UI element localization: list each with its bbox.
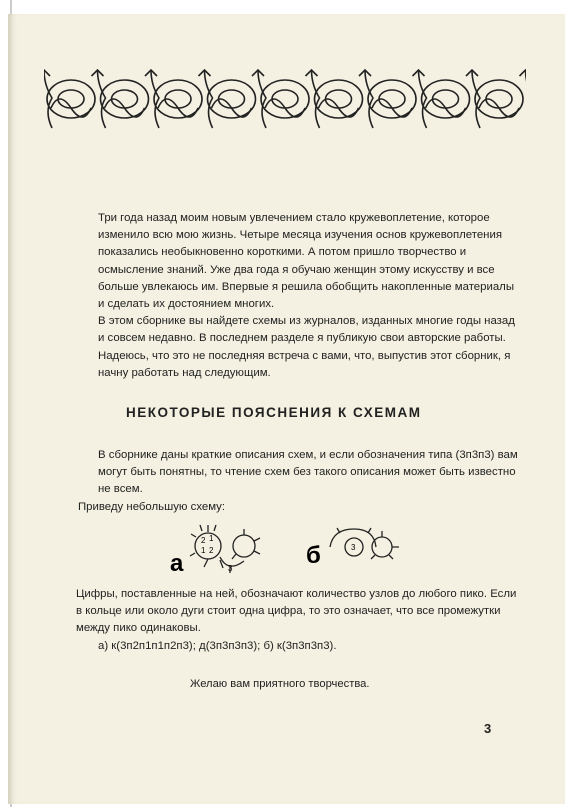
ornament-loop xyxy=(205,70,213,128)
intro-paragraph-2: В этом сборнике вы найдете схемы из журналов, изданных многие годы назад и совсем недавно. В последнем разделе я публикую свои авторские работы. xyxy=(98,315,515,345)
explain-text xyxy=(76,447,522,516)
ornament-loop xyxy=(419,70,427,128)
ornament-loop xyxy=(258,70,266,128)
ornament-loop xyxy=(151,70,159,128)
ring-a-count-3: 1 xyxy=(201,546,206,555)
ring-a-count-4: 2 xyxy=(209,546,214,555)
lace-ornament-border xyxy=(44,68,526,130)
diagram-b xyxy=(330,528,399,559)
ornament-loop xyxy=(365,70,373,128)
diagram-label-a: а xyxy=(170,550,184,577)
explain-paragraph-2: Приведу небольшую схему: xyxy=(78,500,226,513)
numbers-paragraph: Цифры, поставленные на ней, обозначают количество узлов до любого пико. Если в кольце или около дуги стоит одна цифра, то это означает, что все промежутки между пико одинаковы. xyxy=(76,588,517,635)
ornament-loop xyxy=(44,70,52,128)
arc-a-count: 3 xyxy=(228,564,233,573)
intro-paragraph-3: Надеюсь, что это не последняя встреча с вами, что, выпустив этот сборник, я начну работать над следующим. xyxy=(98,349,511,379)
page-number: 3 xyxy=(484,721,492,736)
ring-a-count-2: 1 xyxy=(209,534,214,543)
ring-b-count: 3 xyxy=(351,543,356,552)
diagram-label-b: б xyxy=(306,542,321,569)
intro-text xyxy=(76,210,522,382)
ornament-loop xyxy=(472,70,480,128)
ornament-loop xyxy=(312,70,320,128)
formula-line: а) к(3п2п1п1п2п3); д(3п3п3п3); б) к(3п3п3п3). xyxy=(98,639,337,652)
section-heading: НЕКОТОРЫЕ ПОЯСНЕНИЯ К СХЕМАМ xyxy=(126,405,422,420)
explain-text-2 xyxy=(76,586,522,655)
ring-a-count-1: 2 xyxy=(201,536,206,545)
ornament-loop xyxy=(98,70,106,128)
intro-paragraph-1: Три года назад моим новым увлечением стало кружевоплетение, которое изменило всю мою жизнь. Четыре месяца изучения основ кружевоплетения показались необыкновенно короткими. А потом пришло творчество и осмысление знаний. Уже два года я обучаю женщин этому искусству и все больше увлекаюсь им. Впервые я решила обобщить накопленные материалы и сделать их достоянием многих. xyxy=(98,212,515,311)
ornament-loop xyxy=(526,70,527,128)
explain-paragraph-1: В сборнике даны краткие описания схем, и если обозначения типа (3п3п3) вам могут быть понятны, то чтение схем без такого описания может быть известно не всем. xyxy=(98,449,518,496)
tatting-diagram xyxy=(168,519,418,589)
closing-wish: Желаю вам приятного творчества. xyxy=(190,678,370,690)
